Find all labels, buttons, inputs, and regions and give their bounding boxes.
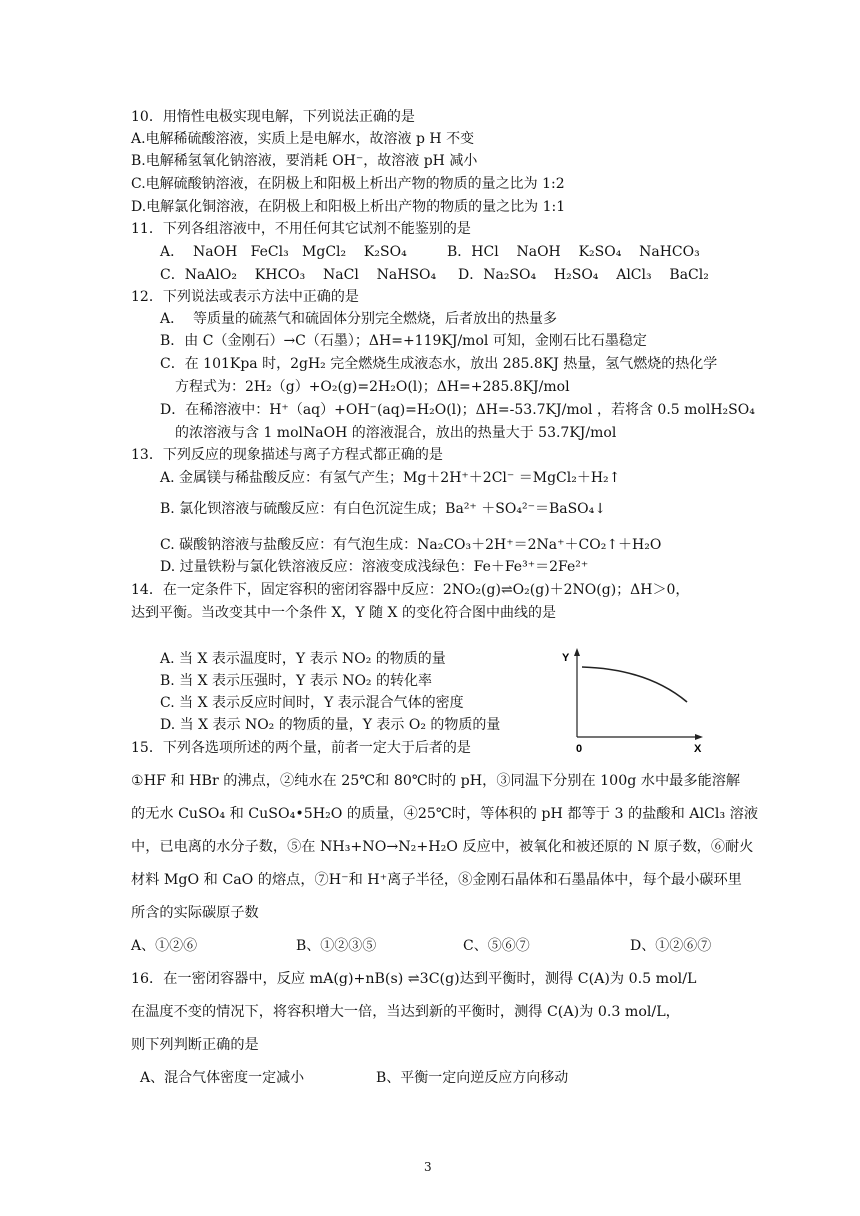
q15-body-5: 所含的实际碳原子数	[131, 905, 259, 921]
q11-option-a: A． NaOH FeCl₃ MgCl₂ K₂SO₄	[160, 244, 407, 260]
q15-stem: 15．下列各选项所述的两个量，前者一定大于后者的是	[131, 740, 471, 756]
page-number: 3	[424, 1160, 432, 1174]
q12-option-d-cont: 的浓溶液与含 1 molNaOH 的溶液混合，放出的热量大于 53.7KJ/mol	[175, 425, 617, 441]
q13-stem: 13．下列反应的现象描述与离子方程式都正确的是	[131, 447, 443, 463]
q10-option-a: A.电解稀硫酸溶液，实质上是电解水，故溶液 p H 不变	[131, 131, 475, 147]
q16-stem: 16．在一密闭容器中，反应 mA(g)+nB(s) ⇌3C(g)达到平衡时，测得 C(A)为 0.5 mol/L	[131, 971, 697, 987]
q14-option-b: B. 当 X 表示压强时，Y 表示 NO₂ 的转化率	[160, 673, 432, 689]
q14-option-c: C. 当 X 表示反应时间时，Y 表示混合气体的密度	[160, 695, 464, 711]
q15-body-3: 中，已电离的水分子数，⑤在 NH₃+NO→N₂+H₂O 反应中，被氧化和被还原的 N 原子数，⑥耐火	[131, 839, 754, 855]
q13-option-b: B. 氯化钡溶液与硫酸反应：有白色沉淀生成；Ba²⁺ ＋SO₄²⁻＝BaSO₄↓	[160, 501, 607, 517]
q13-option-c: C. 碳酸钠溶液与盐酸反应：有气泡生成：Na₂CO₃＋2H⁺＝2Na⁺＋CO₂↑＋H₂O	[160, 537, 662, 553]
graph-y-label: Y	[562, 652, 570, 664]
q12-option-c: C．在 101Kpa 时，2gH₂ 完全燃烧生成液态水，放出 285.8KJ 热量，氢气燃烧的热化学	[160, 356, 718, 372]
q13-option-a: A. 金属镁与稀盐酸反应：有氢气产生；Mg＋2H⁺＋2Cl⁻ ＝MgCl₂＋H₂↑	[160, 470, 621, 486]
q14-graph	[556, 644, 712, 756]
q10-option-c: C.电解硫酸钠溶液，在阴极上和阳极上析出产物的物质的量之比为 1:2	[131, 176, 565, 192]
q12-option-b: B．由 C（金刚石）→C（石墨）；ΔH=+119KJ/mol 可知，金刚石比石墨稳定	[160, 333, 647, 349]
q15-option-d: D、①②⑥⑦	[630, 938, 712, 954]
graph-curve	[582, 667, 687, 702]
q15-option-c: C、⑤⑥⑦	[463, 938, 530, 954]
graph-origin-label: 0	[576, 743, 583, 755]
q12-option-d: D．在稀溶液中：H⁺（aq）+OH⁻(aq)=H₂O(l)；ΔH=-53.7KJ/mol ，若将含 0.5 molH₂SO₄	[160, 402, 755, 418]
q13-option-d: D. 过量铁粉与氯化铁溶液反应：溶液变成浅绿色：Fe＋Fe³⁺＝2Fe²⁺	[160, 559, 589, 575]
q15-body-2: 的无水 CuSO₄ 和 CuSO₄•5H₂O 的质量，④25℃时，等体积的 pH 都等于 3 的盐酸和 AlCl₃ 溶液	[131, 806, 759, 822]
graph-x-label: X	[694, 743, 702, 755]
q10-stem: 10．用惰性电极实现电解，下列说法正确的是	[131, 109, 415, 125]
q15-option-b: B、①②③⑤	[296, 938, 377, 954]
q16-stem-cont: 在温度不变的情况下，将容积增大一倍，当达到新的平衡时，测得 C(A)为 0.3 mol/L，	[131, 1004, 680, 1020]
q12-option-a: A． 等质量的硫蒸气和硫固体分别完全燃烧，后者放出的热量多	[160, 311, 558, 327]
q14-option-d: D. 当 X 表示 NO₂ 的物质的量，Y 表示 O₂ 的物质的量	[160, 717, 501, 733]
q12-stem: 12．下列说法或表示方法中正确的是	[131, 289, 359, 305]
q11-stem: 11．下列各组溶液中，不用任何其它试剂不能鉴别的是	[131, 221, 471, 237]
q12-option-c-cont: 方程式为：2H₂（g）+O₂(g)=2H₂O(l)；ΔH=+285.8KJ/mol	[175, 379, 570, 395]
q15-body-4: 材料 MgO 和 CaO 的熔点，⑦H⁻和 H⁺离子半径，⑧金刚石晶体和石墨晶体中，每个最小碳环里	[131, 872, 742, 888]
q15-body-1: ①HF 和 HBr 的沸点，②纯水在 25℃和 80℃时的 pH，③同温下分别在 100g 水中最多能溶解	[131, 773, 741, 789]
q11-option-d: D．Na₂SO₄ H₂SO₄ AlCl₃ BaCl₂	[458, 267, 709, 283]
q16-option-b: B、平衡一定向逆反应方向移动	[376, 1070, 569, 1086]
q11-option-b: B．HCl NaOH K₂SO₄ NaHCO₃	[447, 244, 700, 260]
q10-option-d: D.电解氯化铜溶液，在阴极上和阳极上析出产物的物质的量之比为 1:1	[131, 199, 566, 215]
q14-option-a: A. 当 X 表示温度时，Y 表示 NO₂ 的物质的量	[160, 651, 446, 667]
q11-option-c: C．NaAlO₂ KHCO₃ NaCl NaHSO₄	[160, 267, 437, 283]
q16-option-a: A、混合气体密度一定减小	[140, 1070, 305, 1086]
q15-option-a: A、①②⑥	[131, 938, 198, 954]
q14-stem-cont: 达到平衡。当改变其中一个条件 X，Y 随 X 的变化符合图中曲线的是	[131, 605, 556, 621]
graph-y-arrow	[574, 648, 580, 656]
q14-stem: 14．在一定条件下，固定容积的密闭容器中反应：2NO₂(g)⇌O₂(g)＋2NO(g)；ΔH＞0，	[131, 582, 690, 598]
q16-stem-cont-2: 则下列判断正确的是	[131, 1037, 259, 1053]
q10-option-b: B.电解稀氢氧化钠溶液，要消耗 OH⁻，故溶液 pH 减小	[131, 153, 478, 169]
graph-x-arrow	[695, 734, 703, 740]
